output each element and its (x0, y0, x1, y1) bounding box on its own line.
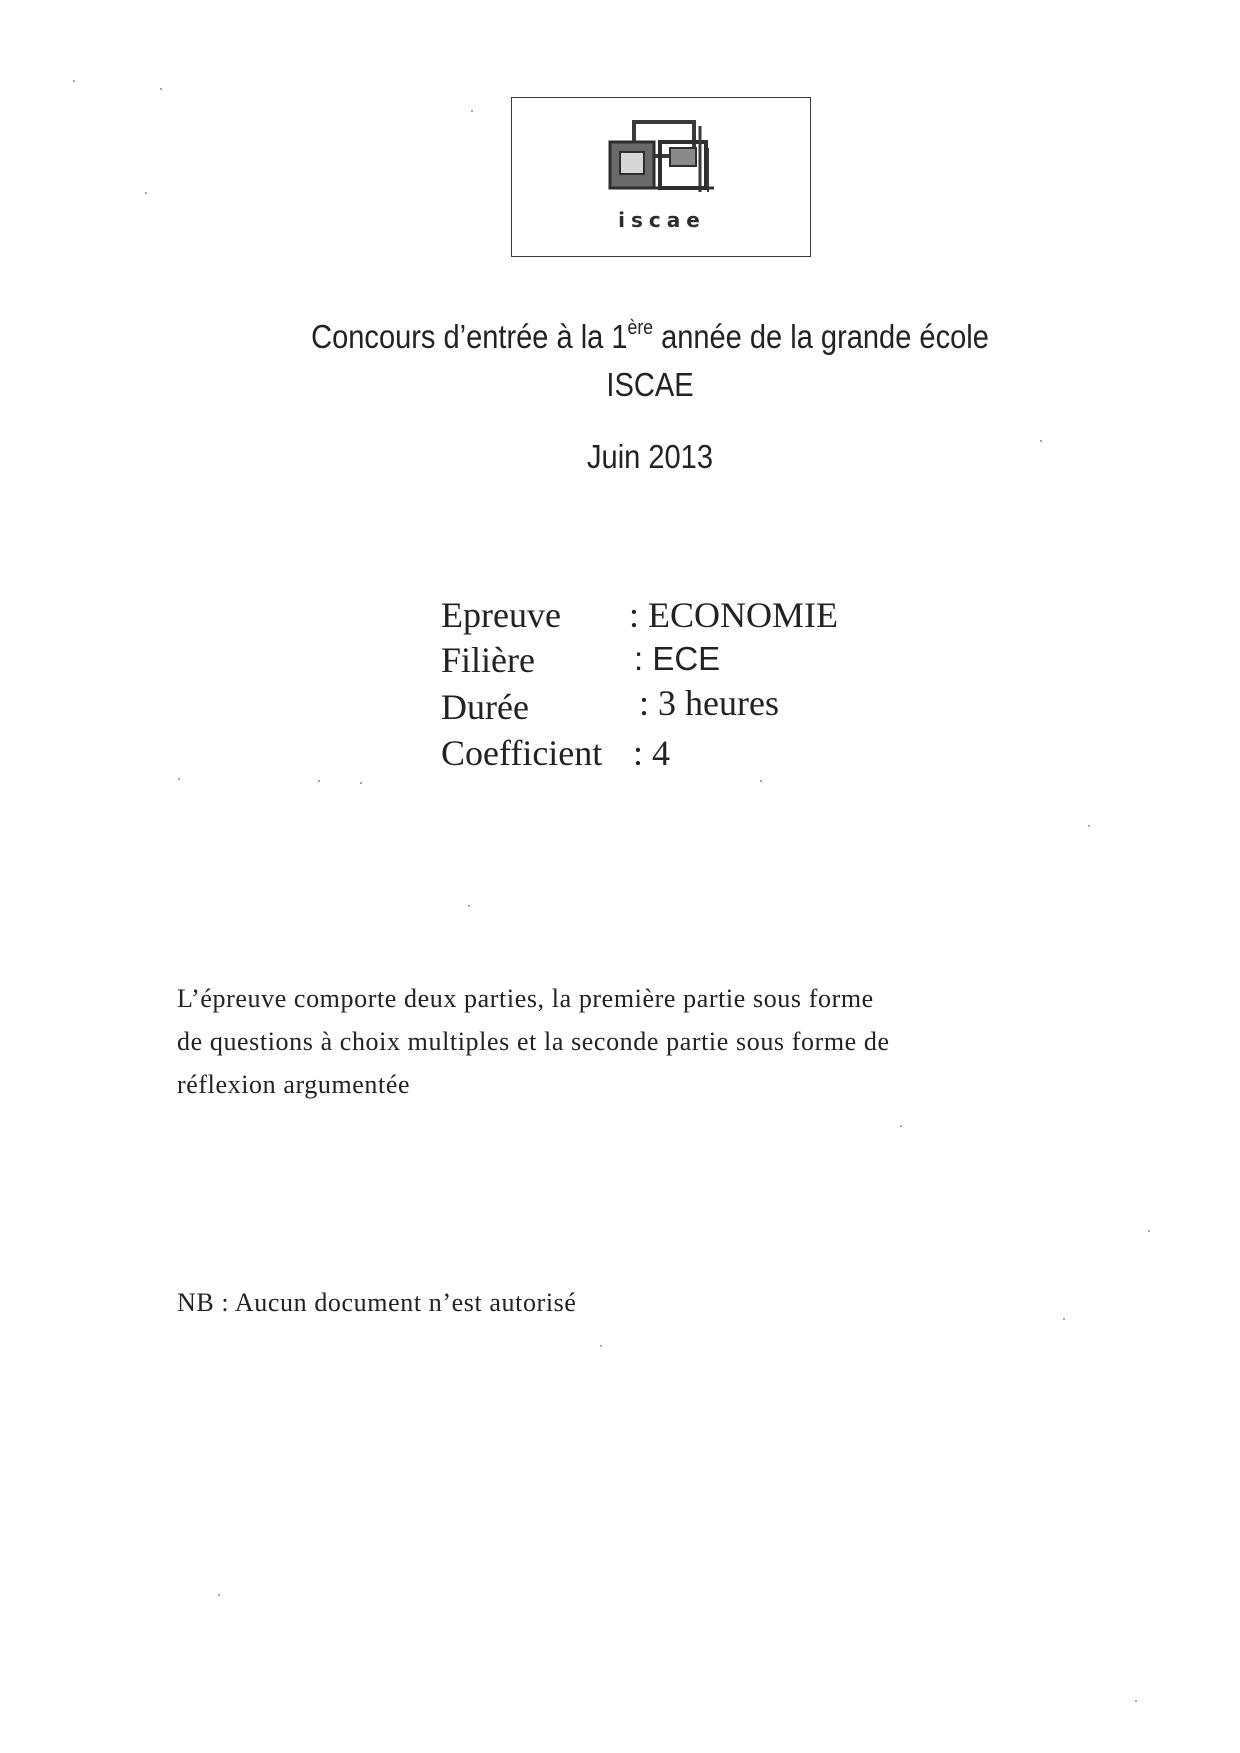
scan-speck (1135, 1700, 1137, 1702)
scan-speck (360, 782, 362, 784)
detail-value: : ECONOMIE (629, 595, 838, 635)
detail-label: Durée (441, 687, 529, 727)
scan-speck (1063, 1318, 1065, 1320)
scan-speck (900, 1125, 902, 1127)
scan-speck (471, 110, 473, 112)
logo-text: iscae (618, 208, 706, 232)
detail-label: Epreuve (441, 595, 561, 635)
detail-label: Filière (441, 640, 535, 680)
detail-value: : 3 heures (639, 683, 779, 723)
scan-speck (160, 88, 162, 90)
description-line: L’épreuve comporte deux parties, la première partie sous forme (177, 984, 874, 1013)
scan-speck (1148, 1230, 1150, 1232)
scan-speck (468, 905, 470, 907)
scan-speck (1040, 440, 1042, 442)
exam-date: Juin 2013 (587, 438, 713, 475)
scan-speck (218, 1594, 220, 1596)
scan-speck (73, 80, 75, 82)
scan-speck (600, 1345, 602, 1347)
school-name: ISCAE (606, 366, 694, 403)
detail-value: : 4 (633, 733, 671, 773)
description-line: réflexion argumentée (177, 1070, 411, 1099)
detail-label: Coefficient (441, 733, 603, 773)
scan-speck (760, 780, 762, 782)
scan-speck (1088, 825, 1090, 827)
scan-speck (318, 780, 320, 782)
scan-speck (178, 778, 180, 780)
exam-note: NB : Aucun document n’est autorisé (177, 1288, 577, 1317)
detail-value: : ECE (634, 640, 721, 677)
exam-description (177, 977, 1097, 1106)
iscae-logo-icon (604, 118, 720, 210)
description-line: de questions à choix multiples et la seconde partie sous forme de (177, 1027, 890, 1056)
logo-box (511, 97, 811, 257)
scan-speck (145, 192, 147, 194)
exam-title: Concours d’entrée à la 1ère année de la grande école (311, 317, 989, 355)
